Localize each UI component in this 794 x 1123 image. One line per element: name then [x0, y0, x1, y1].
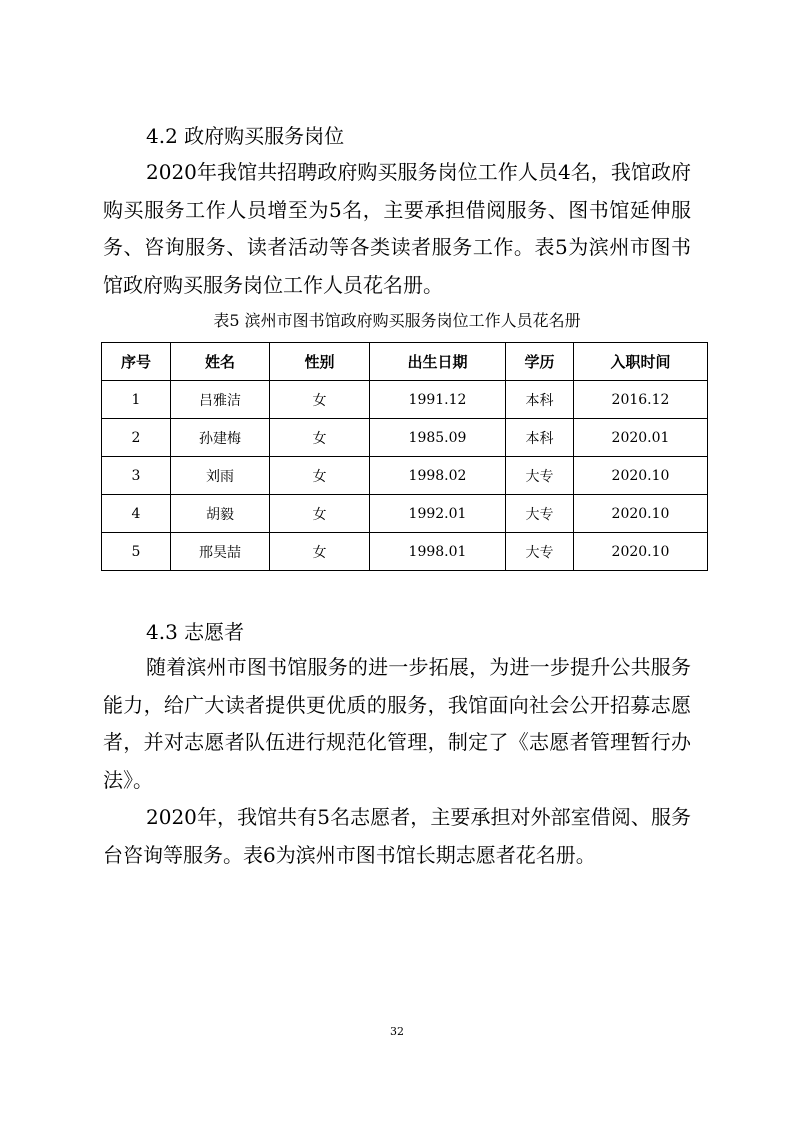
cell-birth-date: 1998.02 [370, 457, 506, 495]
header-cell-name: 姓名 [171, 343, 270, 381]
cell-gender: 女 [270, 495, 370, 533]
table-5 [101, 342, 708, 571]
cell-name: 刘雨 [171, 457, 270, 495]
cell-name: 吕雅洁 [171, 381, 270, 419]
section-4-3-paragraph-1: 随着滨州市图书馆服务的进一步拓展，为进一步提升公共服务能力，给广大读者提供更优质的服务，我馆面向社会公开招募志愿者，并对志愿者队伍进行规范化管理，制定了《志愿者管理暂行办法》。 [103, 655, 691, 792]
cell-gender: 女 [270, 381, 370, 419]
cell-education: 大专 [506, 533, 574, 571]
table-row [102, 457, 708, 495]
cell-birth-date: 1985.09 [370, 419, 506, 457]
section-4-3-heading: 4.3 志愿者 [146, 620, 245, 644]
cell-education: 大专 [506, 457, 574, 495]
table-row [102, 381, 708, 419]
cell-hire-date: 2020.10 [574, 457, 708, 495]
cell-hire-date: 2020.01 [574, 419, 708, 457]
section-4-3-paragraph-2: 2020年，我馆共有5名志愿者，主要承担对外部室借阅、服务台咨询等服务。表6为滨州市图书馆长期志愿者花名册。 [103, 805, 691, 867]
table-5-caption: 表5 滨州市图书馆政府购买服务岗位工作人员花名册 [213, 311, 581, 330]
section-4-2-paragraph: 2020年我馆共招聘政府购买服务岗位工作人员4名，我馆政府购买服务工作人员增至为5名，主要承担借阅服务、图书馆延伸服务、咨询服务、读者活动等各类读者服务工作。表5为滨州市图书馆政府购买服务岗位工作人员花名册。 [103, 160, 691, 297]
cell-education: 本科 [506, 381, 574, 419]
header-cell-education: 学历 [506, 343, 574, 381]
cell-hire-date: 2016.12 [574, 381, 708, 419]
cell-index: 5 [102, 533, 171, 571]
cell-index: 3 [102, 457, 171, 495]
table-row [102, 419, 708, 457]
header-cell-gender: 性别 [270, 343, 370, 381]
header-cell-birth-date: 出生日期 [370, 343, 506, 381]
cell-name: 邢昊喆 [171, 533, 270, 571]
cell-gender: 女 [270, 533, 370, 571]
cell-birth-date: 1992.01 [370, 495, 506, 533]
cell-gender: 女 [270, 457, 370, 495]
cell-hire-date: 2020.10 [574, 495, 708, 533]
cell-index: 4 [102, 495, 171, 533]
cell-index: 1 [102, 381, 171, 419]
page-number: 32 [390, 1025, 404, 1038]
table-row [102, 495, 708, 533]
cell-hire-date: 2020.10 [574, 533, 708, 571]
cell-name: 胡毅 [171, 495, 270, 533]
cell-education: 大专 [506, 495, 574, 533]
cell-birth-date: 1998.01 [370, 533, 506, 571]
table-header-row [102, 343, 708, 381]
cell-index: 2 [102, 419, 171, 457]
header-cell-hire-date: 入职时间 [574, 343, 708, 381]
cell-name: 孙建梅 [171, 419, 270, 457]
header-cell-index: 序号 [102, 343, 171, 381]
section-4-2-heading: 4.2 政府购买服务岗位 [146, 124, 345, 148]
table-row [102, 533, 708, 571]
cell-education: 本科 [506, 419, 574, 457]
cell-gender: 女 [270, 419, 370, 457]
cell-birth-date: 1991.12 [370, 381, 506, 419]
